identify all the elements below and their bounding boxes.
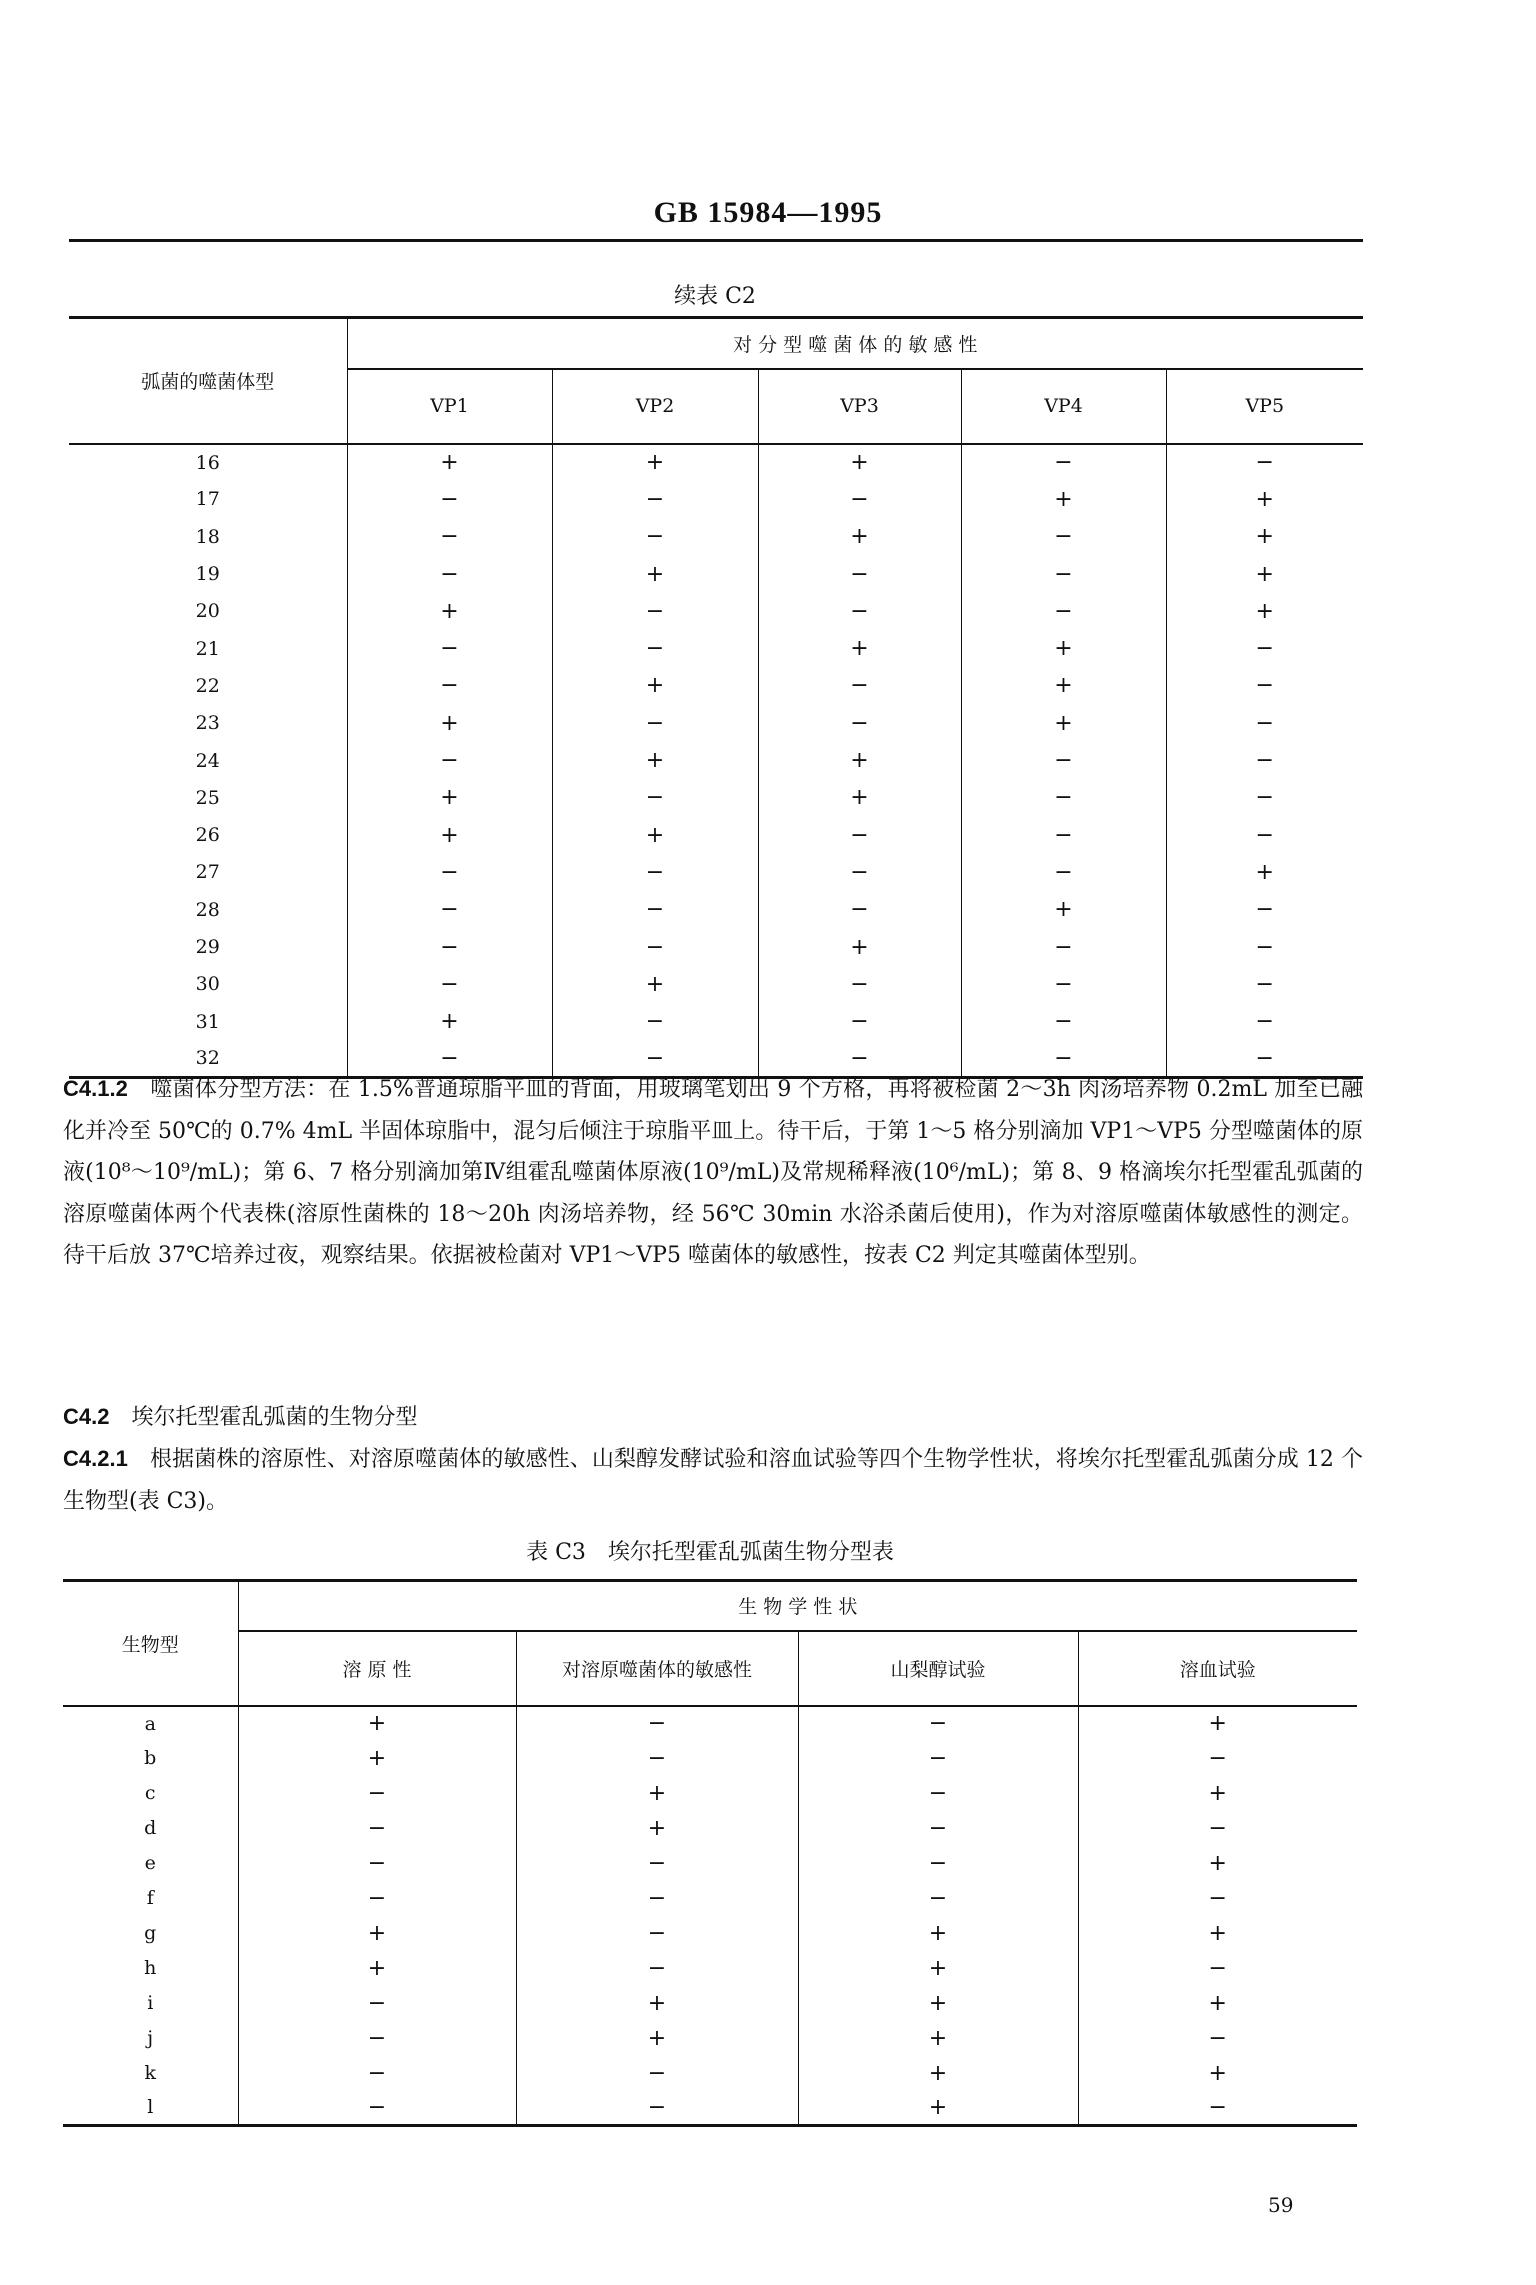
section-text: 噬菌体分型方法：在 1.5%普通琼脂平皿的背面，用玻璃笔划出 9 个方格，再将被检菌 2～3h 肉汤培养物 0.2mL 加至已融化并冷至 50℃的 0.7% 4mL 半固体琼脂中，混匀后倾注于琼脂平皿上。待干后，于第 1～5 格分别滴加 VP1～VP5 分型噬菌体的原液(10⁸～10⁹/mL)；第 6、7 格分别滴加第Ⅳ组霍乱噬菌体原液(10⁹/mL)及常规稀释液(10⁶/mL)；第 8、9 格滴埃尔托型霍乱弧菌的溶原噬菌体两个代表株(溶原性菌株的 18～20h 肉汤培养物，经 56℃ 30min 水浴杀菌后使用)，作为对溶原噬菌体敏感性的测定。待干后放 37℃培养过夜，观察结果。依据被检菌对 VP1～VP5 噬菌体的敏感性，按表 C2 判定其噬菌体型别。 <box>63 1077 1363 1268</box>
negative-cell: − <box>961 854 1166 891</box>
positive-cell: + <box>238 1916 516 1951</box>
negative-cell: − <box>347 555 552 592</box>
negative-cell: − <box>961 444 1166 481</box>
negative-cell: − <box>758 705 961 742</box>
negative-cell: − <box>961 816 1166 853</box>
row-type-label: d <box>144 1817 157 1839</box>
negative-cell: − <box>552 705 758 742</box>
negative-cell: − <box>1166 928 1363 965</box>
positive-cell: + <box>1078 2056 1357 2091</box>
row-type-label: 22 <box>195 674 220 697</box>
negative-cell: − <box>798 1846 1078 1881</box>
table-c2-column-header: VP2 <box>552 369 758 444</box>
negative-cell: − <box>758 816 961 853</box>
positive-cell: + <box>798 2091 1078 2126</box>
negative-cell: − <box>516 1706 798 1741</box>
negative-cell: − <box>238 2021 516 2056</box>
negative-cell: − <box>516 1741 798 1776</box>
negative-cell: − <box>516 1951 798 1986</box>
table-row <box>63 1986 1357 2021</box>
positive-cell: + <box>798 1986 1078 2021</box>
negative-cell: − <box>516 2091 798 2126</box>
negative-cell: − <box>1078 2021 1357 2056</box>
row-type-label: h <box>144 1957 157 1979</box>
positive-cell: + <box>798 1951 1078 1986</box>
negative-cell: − <box>798 1811 1078 1846</box>
table-row <box>63 1741 1357 1776</box>
row-type-label: k <box>144 2062 156 2084</box>
row-type-label: 24 <box>195 749 220 772</box>
negative-cell: − <box>1166 966 1363 1003</box>
negative-cell: − <box>961 555 1166 592</box>
negative-cell: − <box>347 854 552 891</box>
table-c2-column-header: VP3 <box>758 369 961 444</box>
negative-cell: − <box>516 2056 798 2091</box>
row-type-label: e <box>144 1852 156 1874</box>
row-type-label: g <box>144 1922 157 1944</box>
row-type-label: 29 <box>195 936 220 958</box>
negative-cell: − <box>961 779 1166 816</box>
table-row <box>69 854 1363 891</box>
positive-cell: + <box>347 816 552 853</box>
row-type-label: 21 <box>195 637 220 660</box>
table-row <box>63 1916 1357 1951</box>
row-type-label: 23 <box>195 712 220 735</box>
positive-cell: + <box>758 630 961 667</box>
table-row <box>69 891 1363 928</box>
negative-cell: − <box>1078 1811 1357 1846</box>
negative-cell: − <box>758 555 961 592</box>
negative-cell: − <box>758 593 961 630</box>
positive-cell: + <box>347 705 552 742</box>
negative-cell: − <box>1166 444 1363 481</box>
row-type-label: b <box>144 1747 157 1769</box>
row-type-label: i <box>147 1992 154 2014</box>
positive-cell: + <box>347 444 552 481</box>
table-c3-row-header: 生物型 <box>63 1581 238 1706</box>
negative-cell: − <box>758 667 961 704</box>
row-type-label: 31 <box>195 1010 220 1033</box>
table-c2-column-header: VP4 <box>961 369 1166 444</box>
positive-cell: + <box>1166 593 1363 630</box>
negative-cell: − <box>1078 2091 1357 2126</box>
row-type-label: 18 <box>195 525 220 548</box>
negative-cell: − <box>552 891 758 928</box>
table-row <box>69 667 1363 704</box>
positive-cell: + <box>238 1706 516 1741</box>
row-type-label: 20 <box>195 600 220 623</box>
table-c3-column-header: 山梨醇试验 <box>798 1631 1078 1706</box>
positive-cell: + <box>238 1951 516 1986</box>
row-type-label: 30 <box>195 973 220 996</box>
negative-cell: − <box>961 928 1166 965</box>
table-c3-body <box>63 1706 1357 2126</box>
positive-cell: + <box>961 891 1166 928</box>
negative-cell: − <box>516 1846 798 1881</box>
section-c4-2-1 <box>63 1438 1363 1522</box>
negative-cell: − <box>961 966 1166 1003</box>
row-type-label: f <box>146 1887 154 1909</box>
positive-cell: + <box>238 1741 516 1776</box>
table-row <box>63 1846 1357 1881</box>
table-row <box>63 1881 1357 1916</box>
negative-cell: − <box>1078 1951 1357 1986</box>
negative-cell: − <box>1078 1741 1357 1776</box>
positive-cell: + <box>1078 1706 1357 1741</box>
row-type-label: 19 <box>195 563 220 586</box>
negative-cell: − <box>347 630 552 667</box>
section-number: C4.1.2 <box>63 1076 128 1101</box>
negative-cell: − <box>552 518 758 555</box>
positive-cell: + <box>1166 481 1363 518</box>
table-row <box>63 1951 1357 1986</box>
negative-cell: − <box>347 518 552 555</box>
section-number: C4.2.1 <box>63 1446 128 1471</box>
table-row <box>63 2021 1357 2056</box>
negative-cell: − <box>238 1776 516 1811</box>
negative-cell: − <box>552 481 758 518</box>
positive-cell: + <box>961 630 1166 667</box>
negative-cell: − <box>1166 816 1363 853</box>
negative-cell: − <box>961 1003 1166 1040</box>
negative-cell: − <box>758 1040 961 1077</box>
negative-cell: − <box>1166 705 1363 742</box>
positive-cell: + <box>1166 854 1363 891</box>
positive-cell: + <box>516 1811 798 1846</box>
positive-cell: + <box>516 1776 798 1811</box>
table-c2-caption: 续表 C2 <box>674 284 756 309</box>
table-row <box>69 630 1363 667</box>
negative-cell: − <box>347 928 552 965</box>
table-row <box>63 1706 1357 1741</box>
table-row <box>63 2056 1357 2091</box>
row-type-label: 28 <box>195 898 220 921</box>
positive-cell: + <box>1078 1776 1357 1811</box>
negative-cell: − <box>238 1881 516 1916</box>
negative-cell: − <box>552 779 758 816</box>
positive-cell: + <box>758 444 961 481</box>
negative-cell: − <box>1078 1881 1357 1916</box>
table-c2-body <box>69 444 1363 1078</box>
row-type-label: 26 <box>195 824 220 847</box>
row-type-label: 27 <box>195 861 220 884</box>
table-row <box>69 928 1363 965</box>
table-c3-column-header: 对溶原噬菌体的敏感性 <box>516 1631 798 1706</box>
positive-cell: + <box>798 2056 1078 2091</box>
negative-cell: − <box>238 2056 516 2091</box>
table-c3-group-header: 生 物 学 性 状 <box>238 1581 1357 1631</box>
negative-cell: − <box>1166 667 1363 704</box>
table-row <box>69 555 1363 592</box>
section-number: C4.2 <box>63 1404 110 1429</box>
negative-cell: − <box>798 1881 1078 1916</box>
section-c4-1-2 <box>63 1068 1363 1277</box>
positive-cell: + <box>552 555 758 592</box>
positive-cell: + <box>798 2021 1078 2056</box>
section-title: 埃尔托型霍乱弧菌的生物分型 <box>131 1405 418 1430</box>
negative-cell: − <box>1166 891 1363 928</box>
table-c3-column-header: 溶 原 性 <box>238 1631 516 1706</box>
table-c3 <box>63 1579 1357 2127</box>
negative-cell: − <box>1166 630 1363 667</box>
negative-cell: − <box>347 1040 552 1077</box>
negative-cell: − <box>347 481 552 518</box>
table-row <box>69 742 1363 779</box>
positive-cell: + <box>758 518 961 555</box>
row-type-label: c <box>144 1782 156 1804</box>
positive-cell: + <box>552 444 758 481</box>
negative-cell: − <box>552 1040 758 1077</box>
table-row <box>69 1003 1363 1040</box>
positive-cell: + <box>552 966 758 1003</box>
negative-cell: − <box>1166 742 1363 779</box>
negative-cell: − <box>961 593 1166 630</box>
positive-cell: + <box>1078 1916 1357 1951</box>
table-c3-column-header: 溶血试验 <box>1078 1631 1357 1706</box>
positive-cell: + <box>758 779 961 816</box>
table-row <box>69 816 1363 853</box>
negative-cell: − <box>798 1741 1078 1776</box>
table-row <box>69 481 1363 518</box>
negative-cell: − <box>758 1003 961 1040</box>
negative-cell: − <box>238 1846 516 1881</box>
positive-cell: + <box>961 667 1166 704</box>
negative-cell: − <box>798 1706 1078 1741</box>
negative-cell: − <box>552 630 758 667</box>
row-type-label: 32 <box>69 1040 347 1077</box>
section-c4-2 <box>63 1396 1363 1439</box>
row-type-label: a <box>63 1706 238 1741</box>
negative-cell: − <box>347 966 552 1003</box>
table-row <box>69 518 1363 555</box>
table-row <box>63 1776 1357 1811</box>
positive-cell: + <box>552 816 758 853</box>
negative-cell: − <box>347 742 552 779</box>
header-rule <box>69 239 1363 242</box>
negative-cell: − <box>961 518 1166 555</box>
negative-cell: − <box>1166 1040 1363 1077</box>
negative-cell: − <box>961 742 1166 779</box>
row-type-label: 16 <box>69 444 347 481</box>
positive-cell: + <box>1078 1986 1357 2021</box>
positive-cell: + <box>961 481 1166 518</box>
negative-cell: − <box>758 854 961 891</box>
negative-cell: − <box>347 891 552 928</box>
table-c3-caption: 表 C3 埃尔托型霍乱弧菌生物分型表 <box>526 1540 894 1565</box>
table-row <box>69 705 1363 742</box>
negative-cell: − <box>961 1040 1166 1077</box>
table-c2-group-header: 对 分 型 噬 菌 体 的 敏 感 性 <box>347 318 1363 369</box>
document-standard-code: GB 15984—1995 <box>653 196 883 229</box>
positive-cell: + <box>347 779 552 816</box>
positive-cell: + <box>758 742 961 779</box>
negative-cell: − <box>1166 1003 1363 1040</box>
negative-cell: − <box>516 1881 798 1916</box>
negative-cell: − <box>758 966 961 1003</box>
positive-cell: + <box>961 705 1166 742</box>
page-number: 59 <box>1268 2193 1294 2217</box>
positive-cell: + <box>347 593 552 630</box>
table-row <box>63 2091 1357 2126</box>
positive-cell: + <box>516 1986 798 2021</box>
table-c2 <box>69 316 1363 1079</box>
section-text: 根据菌株的溶原性、对溶原噬菌体的敏感性、山梨醇发酵试验和溶血试验等四个生物学性状，将埃尔托型霍乱弧菌分成 12 个生物型(表 C3)。 <box>63 1447 1363 1514</box>
negative-cell: − <box>238 2091 516 2126</box>
positive-cell: + <box>1166 555 1363 592</box>
negative-cell: − <box>1166 779 1363 816</box>
negative-cell: − <box>238 1811 516 1846</box>
table-row <box>69 593 1363 630</box>
table-row <box>69 966 1363 1003</box>
positive-cell: + <box>347 1003 552 1040</box>
negative-cell: − <box>758 481 961 518</box>
negative-cell: − <box>552 593 758 630</box>
row-type-label: l <box>63 2091 238 2126</box>
negative-cell: − <box>798 1776 1078 1811</box>
table-row <box>69 444 1363 481</box>
positive-cell: + <box>552 742 758 779</box>
positive-cell: + <box>798 1916 1078 1951</box>
negative-cell: − <box>347 667 552 704</box>
negative-cell: − <box>552 1003 758 1040</box>
positive-cell: + <box>516 2021 798 2056</box>
positive-cell: + <box>552 667 758 704</box>
row-type-label: 17 <box>195 488 220 511</box>
row-type-label: j <box>147 2027 154 2049</box>
table-c2-column-header: VP1 <box>347 369 552 444</box>
table-c2-row-header: 弧菌的噬菌体型 <box>69 318 347 444</box>
table-c2-column-header: VP5 <box>1166 369 1363 444</box>
row-type-label: 25 <box>195 786 220 809</box>
negative-cell: − <box>516 1916 798 1951</box>
positive-cell: + <box>758 928 961 965</box>
table-row <box>69 779 1363 816</box>
negative-cell: − <box>552 928 758 965</box>
positive-cell: + <box>1166 518 1363 555</box>
table-row <box>63 1811 1357 1846</box>
positive-cell: + <box>1078 1846 1357 1881</box>
negative-cell: − <box>238 1986 516 2021</box>
negative-cell: − <box>758 891 961 928</box>
negative-cell: − <box>552 854 758 891</box>
